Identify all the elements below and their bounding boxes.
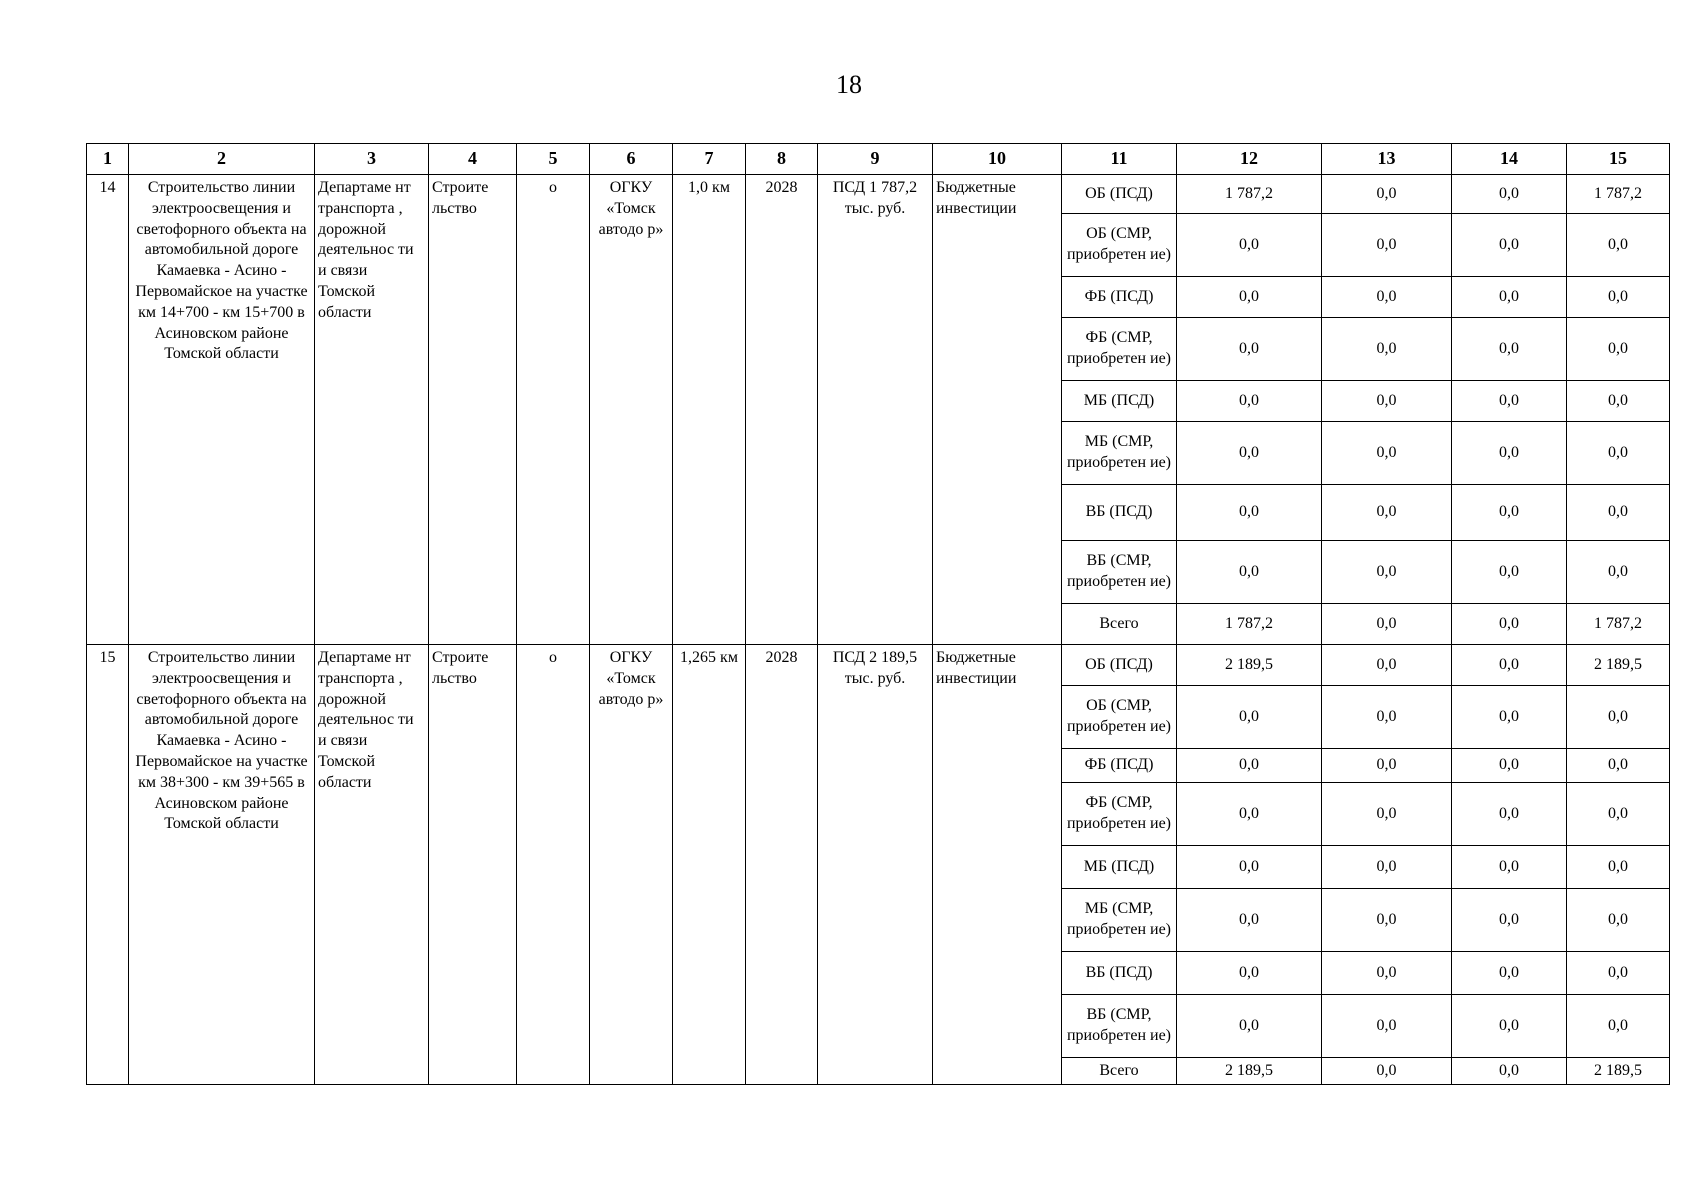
finance-value-15: 0,0 [1567,277,1670,318]
finance-value-12: 2 189,5 [1177,645,1322,686]
finance-value-14: 0,0 [1452,214,1567,277]
header-col-4: 4 [429,144,517,175]
finance-value-14: 0,0 [1452,952,1567,995]
finance-value-15: 2 189,5 [1567,1058,1670,1085]
header-col-10: 10 [933,144,1062,175]
finance-value-13: 0,0 [1322,645,1452,686]
finance-value-12: 1 787,2 [1177,175,1322,214]
finance-value-15: 0,0 [1567,952,1670,995]
header-col-11: 11 [1062,144,1177,175]
finance-value-14: 0,0 [1452,485,1567,541]
investment-form: Бюджетные инвестиции [933,645,1062,1085]
finance-value-14: 0,0 [1452,1058,1567,1085]
col5-value: о [517,175,590,645]
finance-value-13: 0,0 [1322,783,1452,846]
finance-value-13: 0,0 [1322,175,1452,214]
finance-source: ВБ (СМР, приобретен ие) [1062,995,1177,1058]
finance-source: Всего [1062,604,1177,645]
finance-value-15: 0,0 [1567,485,1670,541]
finance-value-12: 0,0 [1177,783,1322,846]
col5-value: о [517,645,590,1085]
finance-value-15: 0,0 [1567,422,1670,485]
finance-source: ОБ (ПСД) [1062,645,1177,686]
finance-value-14: 0,0 [1452,749,1567,783]
investment-table [86,143,1670,1085]
finance-value-14: 0,0 [1452,995,1567,1058]
header-col-8: 8 [746,144,818,175]
finance-value-12: 0,0 [1177,541,1322,604]
object-name: Строительство линии электроосвещения и светофорного объекта на автомобильной дороге Камаевка - Асино - Первомайское на участке км 14+700 - км 15+700 в Асиновском районе Томской области [129,175,315,645]
finance-value-13: 0,0 [1322,318,1452,381]
finance-source: МБ (ПСД) [1062,381,1177,422]
finance-source: ФБ (ПСД) [1062,277,1177,318]
finance-value-14: 0,0 [1452,541,1567,604]
header-col-15: 15 [1567,144,1670,175]
finance-value-12: 0,0 [1177,277,1322,318]
page-number: 18 [836,70,862,99]
finance-value-12: 0,0 [1177,846,1322,889]
finance-value-12: 0,0 [1177,214,1322,277]
object-length: 1,265 км [673,645,746,1085]
header-col-7: 7 [673,144,746,175]
row-number: 15 [87,645,129,1085]
finance-value-13: 0,0 [1322,541,1452,604]
psd-cost: ПСД 1 787,2 тыс. руб. [818,175,933,645]
finance-value-14: 0,0 [1452,604,1567,645]
table-body [87,175,1670,1085]
finance-value-13: 0,0 [1322,214,1452,277]
finance-value-13: 0,0 [1322,889,1452,952]
header-row [87,144,1670,175]
finance-value-14: 0,0 [1452,846,1567,889]
header-col-1: 1 [87,144,129,175]
finance-value-13: 0,0 [1322,686,1452,749]
table-row [87,645,1670,686]
finance-source: ОБ (ПСД) [1062,175,1177,214]
finance-value-15: 0,0 [1567,846,1670,889]
finance-source: ВБ (ПСД) [1062,952,1177,995]
finance-value-14: 0,0 [1452,175,1567,214]
finance-value-12: 0,0 [1177,686,1322,749]
finance-value-13: 0,0 [1322,422,1452,485]
header-col-12: 12 [1177,144,1322,175]
finance-source: МБ (ПСД) [1062,846,1177,889]
object-name: Строительство линии электроосвещения и светофорного объекта на автомобильной дороге Камаевка - Асино - Первомайское на участке км 38+300 - км 39+565 в Асиновском районе Томской области [129,645,315,1085]
completion-year: 2028 [746,175,818,645]
finance-value-12: 0,0 [1177,749,1322,783]
work-type: Строите льство [429,645,517,1085]
finance-value-13: 0,0 [1322,381,1452,422]
finance-source: ВБ (ПСД) [1062,485,1177,541]
finance-value-15: 0,0 [1567,686,1670,749]
finance-value-12: 0,0 [1177,995,1322,1058]
finance-value-13: 0,0 [1322,604,1452,645]
finance-value-12: 0,0 [1177,318,1322,381]
header-col-6: 6 [590,144,673,175]
finance-value-12: 0,0 [1177,485,1322,541]
header-col-13: 13 [1322,144,1452,175]
investment-form: Бюджетные инвестиции [933,175,1062,645]
psd-cost: ПСД 2 189,5 тыс. руб. [818,645,933,1085]
header-col-2: 2 [129,144,315,175]
finance-value-12: 0,0 [1177,889,1322,952]
finance-value-15: 1 787,2 [1567,604,1670,645]
customer-name: ОГКУ «Томск автодо р» [590,645,673,1085]
finance-source: ОБ (СМР, приобретен ие) [1062,214,1177,277]
finance-value-14: 0,0 [1452,381,1567,422]
finance-value-15: 0,0 [1567,541,1670,604]
finance-source: ВБ (СМР, приобретен ие) [1062,541,1177,604]
finance-source: Всего [1062,1058,1177,1085]
finance-value-13: 0,0 [1322,749,1452,783]
finance-source: МБ (СМР, приобретен ие) [1062,422,1177,485]
finance-value-12: 0,0 [1177,422,1322,485]
department-name: Департаме нт транспорта , дорожной деятельнос ти и связи Томской области [315,645,429,1085]
header-col-3: 3 [315,144,429,175]
work-type: Строите льство [429,175,517,645]
finance-source: ФБ (ПСД) [1062,749,1177,783]
department-name: Департаме нт транспорта , дорожной деятельнос ти и связи Томской области [315,175,429,645]
customer-name: ОГКУ «Томск автодо р» [590,175,673,645]
finance-value-13: 0,0 [1322,485,1452,541]
finance-value-12: 0,0 [1177,381,1322,422]
finance-value-15: 0,0 [1567,783,1670,846]
finance-value-14: 0,0 [1452,645,1567,686]
finance-value-14: 0,0 [1452,318,1567,381]
finance-value-15: 0,0 [1567,381,1670,422]
table-header [87,144,1670,175]
finance-source: ОБ (СМР, приобретен ие) [1062,686,1177,749]
row-number: 14 [87,175,129,645]
header-col-14: 14 [1452,144,1567,175]
finance-value-13: 0,0 [1322,277,1452,318]
finance-value-13: 0,0 [1322,846,1452,889]
finance-value-12: 1 787,2 [1177,604,1322,645]
finance-value-15: 0,0 [1567,749,1670,783]
finance-value-14: 0,0 [1452,686,1567,749]
finance-value-13: 0,0 [1322,1058,1452,1085]
finance-source: МБ (СМР, приобретен ие) [1062,889,1177,952]
finance-source: ФБ (СМР, приобретен ие) [1062,783,1177,846]
completion-year: 2028 [746,645,818,1085]
finance-value-13: 0,0 [1322,995,1452,1058]
finance-value-14: 0,0 [1452,889,1567,952]
finance-value-15: 1 787,2 [1567,175,1670,214]
finance-value-12: 2 189,5 [1177,1058,1322,1085]
header-col-5: 5 [517,144,590,175]
finance-value-14: 0,0 [1452,783,1567,846]
finance-value-15: 0,0 [1567,889,1670,952]
finance-value-13: 0,0 [1322,952,1452,995]
finance-value-15: 0,0 [1567,318,1670,381]
finance-value-14: 0,0 [1452,277,1567,318]
finance-source: ФБ (СМР, приобретен ие) [1062,318,1177,381]
finance-value-15: 0,0 [1567,214,1670,277]
finance-value-14: 0,0 [1452,422,1567,485]
table-row [87,175,1670,214]
object-length: 1,0 км [673,175,746,645]
finance-value-15: 0,0 [1567,995,1670,1058]
header-col-9: 9 [818,144,933,175]
finance-value-15: 2 189,5 [1567,645,1670,686]
finance-value-12: 0,0 [1177,952,1322,995]
